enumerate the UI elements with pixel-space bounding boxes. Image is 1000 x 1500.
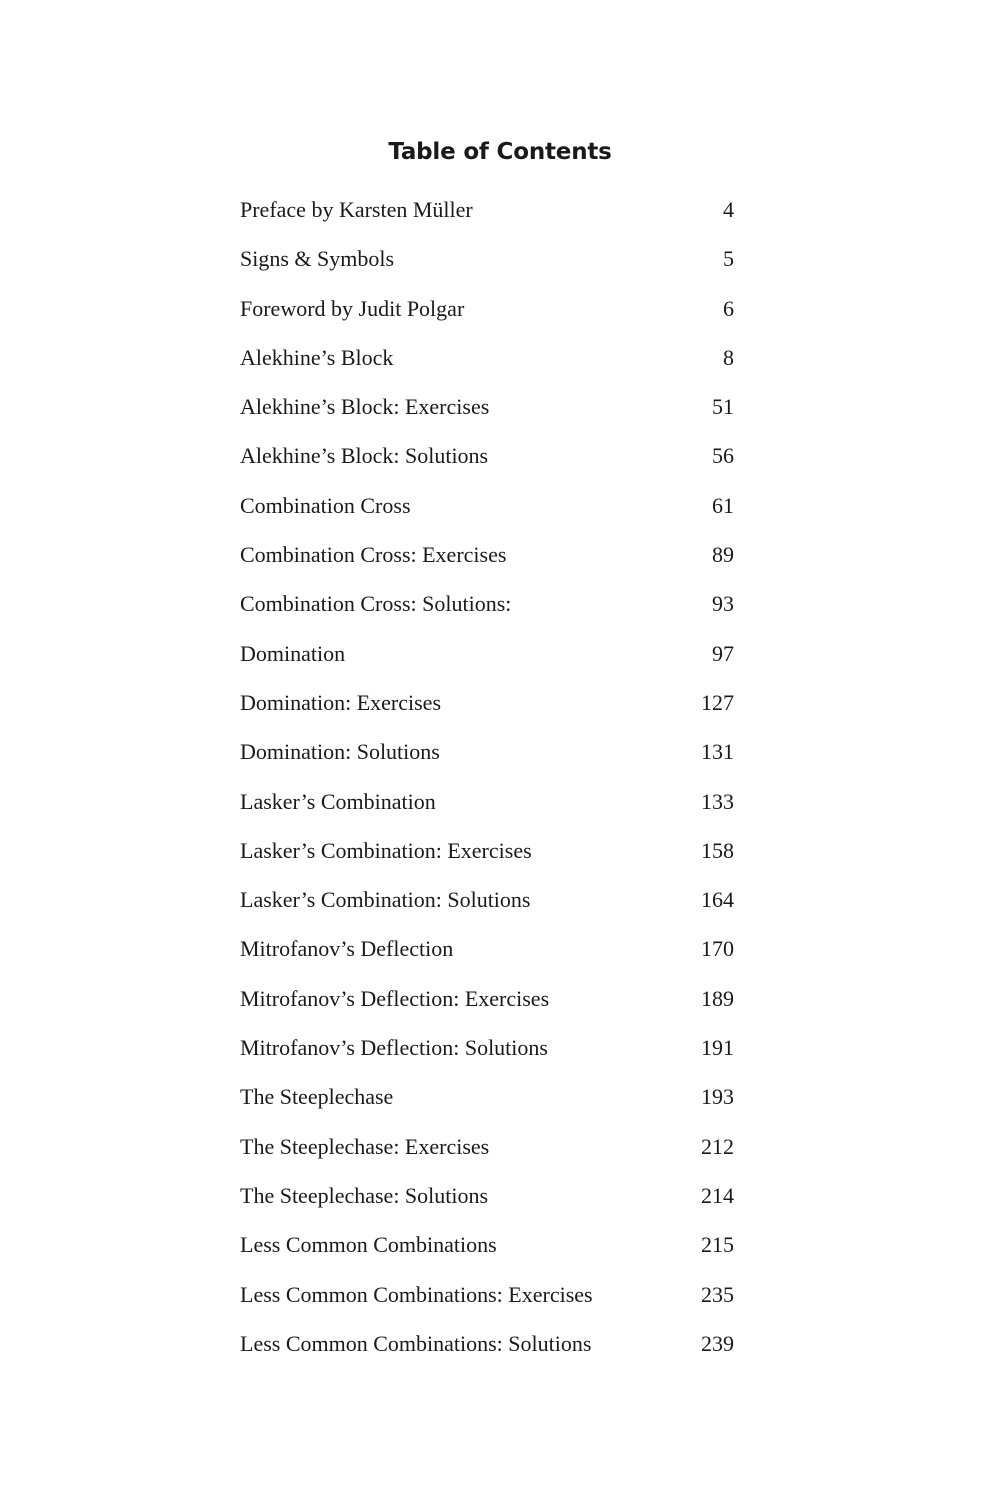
toc-entry <box>240 333 734 382</box>
toc-entry <box>240 727 734 776</box>
toc-entry-title: Lasker’s Combination: Exercises <box>240 837 532 863</box>
toc-entry-title: The Steeplechase <box>240 1084 394 1110</box>
toc-entry-title: Lasker’s Combination <box>240 788 436 814</box>
toc-entry <box>240 185 734 234</box>
toc-entry-title: Mitrofanov’s Deflection <box>240 936 454 962</box>
toc-entry <box>240 1171 734 1220</box>
toc-entry-title: Combination Cross: Exercises <box>240 542 507 568</box>
toc-entry-title: The Steeplechase: Exercises <box>240 1133 490 1159</box>
toc-entry-title: Domination: Solutions <box>240 739 440 765</box>
toc-entry-title: Alekhine’s Block: Exercises <box>240 394 490 420</box>
toc-entry-title: Lasker’s Combination: Solutions <box>240 887 531 913</box>
toc-entry-page-number: 89 <box>712 542 734 568</box>
page-title: Table of Contents <box>388 139 612 166</box>
toc-entry <box>240 1122 734 1171</box>
toc-entry-title: Mitrofanov’s Deflection: Solutions <box>240 1035 548 1061</box>
toc-entry-page-number: 131 <box>701 739 734 765</box>
toc-entry-page-number: 93 <box>712 591 734 617</box>
toc-entry-title: Mitrofanov’s Deflection: Exercises <box>240 985 550 1011</box>
toc-entry-page-number: 170 <box>701 936 734 962</box>
toc-entry-page-number: 214 <box>701 1182 734 1208</box>
toc-entry-title: Preface by Karsten Müller <box>240 197 473 222</box>
toc-entry-page-number: 215 <box>701 1232 734 1258</box>
toc-entry-title: Combination Cross: Solutions: <box>240 591 512 617</box>
toc-entry-title: Foreword by Judit Polgar <box>240 295 465 321</box>
toc-entry-title: The Steeplechase: Solutions <box>240 1182 489 1208</box>
toc-entry-page-number: 6 <box>723 295 734 321</box>
toc-entry-title: Alekhine’s Block <box>240 344 394 370</box>
toc-entry-page-number: 51 <box>712 394 734 420</box>
toc-entry-page-number: 97 <box>712 640 734 666</box>
toc-entry-page-number: 4 <box>723 197 734 222</box>
toc-entry-page-number: 189 <box>701 985 734 1011</box>
toc-entry-page-number: 61 <box>712 492 734 518</box>
toc-entry-title: Combination Cross <box>240 492 411 518</box>
toc-entry-page-number: 133 <box>701 788 734 814</box>
toc-entry-page-number: 164 <box>701 887 734 913</box>
toc-entry-page-number: 56 <box>712 443 734 469</box>
toc-entry-page-number: 212 <box>701 1133 734 1159</box>
toc-entry-page-number: 191 <box>701 1035 734 1061</box>
toc-entry-title: Domination: Exercises <box>240 689 442 715</box>
toc-entry <box>240 678 734 727</box>
toc-entry <box>240 530 734 579</box>
toc-entry-page-number: 193 <box>701 1084 734 1110</box>
toc-entry-title: Less Common Combinations: Exercises <box>240 1281 593 1307</box>
toc-entry <box>240 431 734 480</box>
toc-entry <box>240 629 734 678</box>
toc-entry-page-number: 158 <box>701 837 734 863</box>
toc-entry-title: Less Common Combinations: Solutions <box>240 1330 592 1356</box>
toc-entry-page-number: 8 <box>723 344 734 370</box>
toc-entry <box>240 826 734 875</box>
toc-entry <box>240 777 734 826</box>
toc-entry <box>240 974 734 1023</box>
toc-entry-title: Less Common Combinations <box>240 1232 497 1258</box>
toc-entry <box>240 234 734 283</box>
toc-entry <box>240 924 734 973</box>
toc-entry <box>240 1220 734 1269</box>
toc-entry-page-number: 235 <box>701 1281 734 1307</box>
toc-entry <box>240 382 734 431</box>
toc-entry <box>240 1023 734 1072</box>
toc-entry-page-number: 5 <box>723 246 734 272</box>
toc-entry <box>240 875 734 924</box>
toc-entry <box>240 579 734 628</box>
toc-entry <box>240 1072 734 1121</box>
toc-entry-title: Domination <box>240 640 346 666</box>
toc-entry <box>240 284 734 333</box>
toc-entry-page-number: 239 <box>701 1330 734 1356</box>
toc-entry-title: Signs & Symbols <box>240 246 395 272</box>
toc-entry-page-number: 127 <box>701 689 734 715</box>
toc-entry <box>240 1270 734 1319</box>
toc-entry-title: Alekhine’s Block: Solutions <box>240 443 489 469</box>
toc-entry <box>240 481 734 530</box>
toc-entry <box>240 1319 734 1368</box>
table-of-contents <box>240 185 734 1368</box>
